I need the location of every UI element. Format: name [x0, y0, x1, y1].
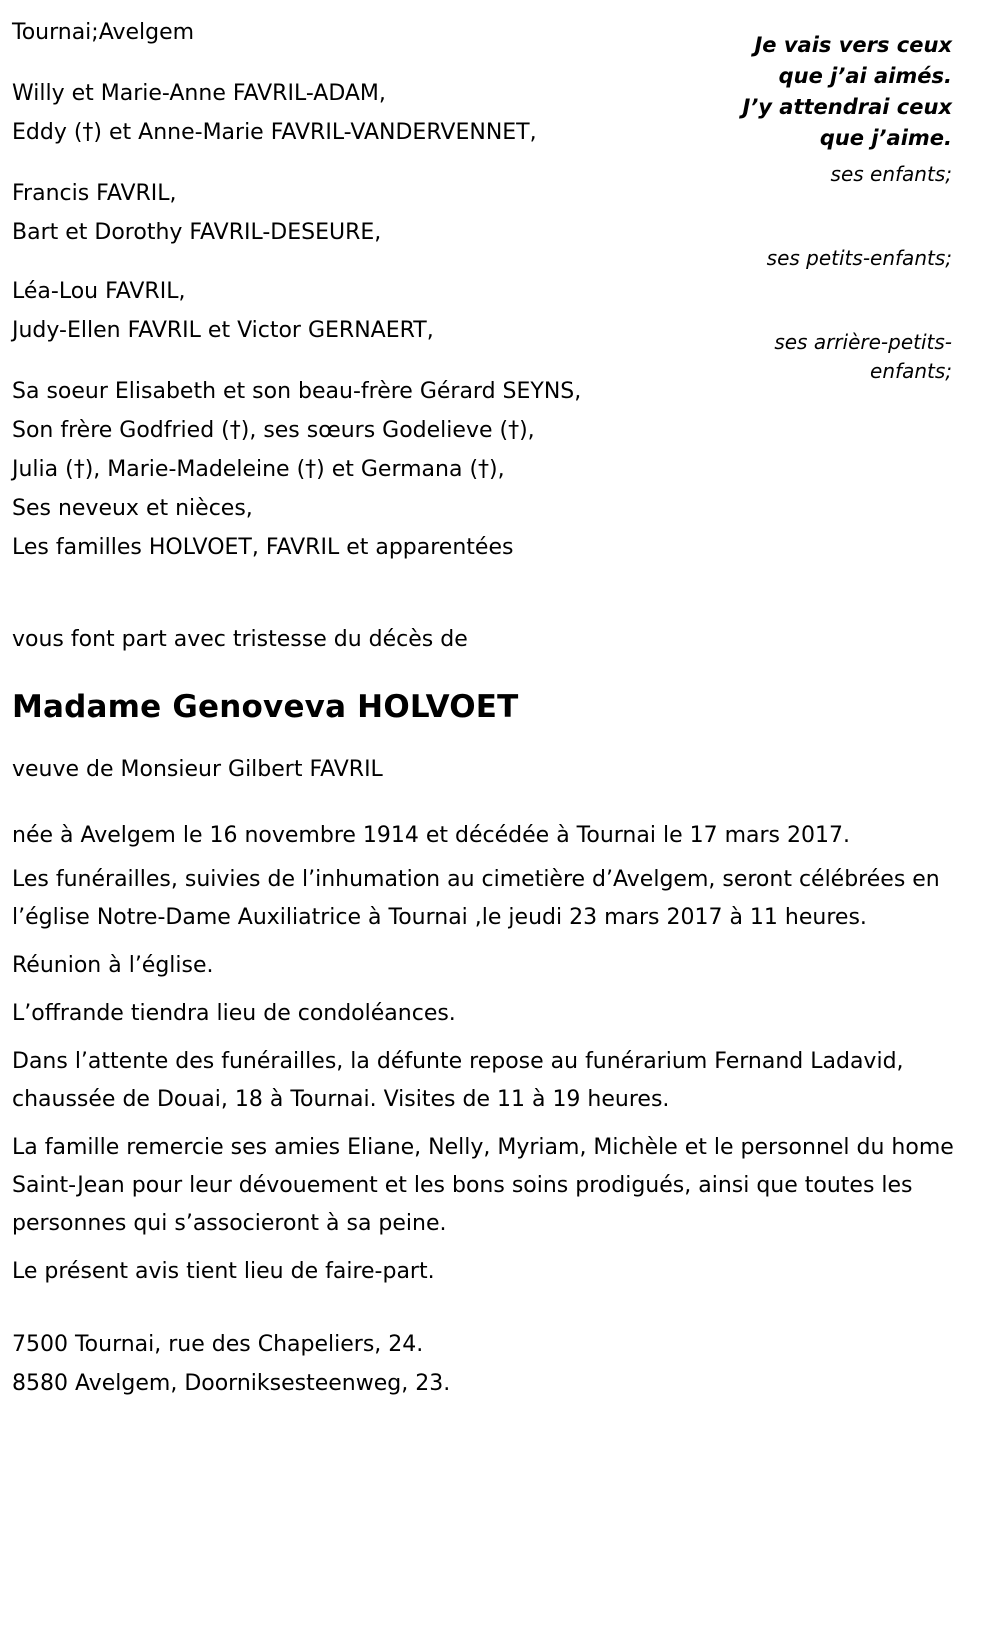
epitaph-line: que j’aime.	[819, 126, 952, 150]
family-line: Bart et Dorothy FAVRIL-DESEURE,	[12, 220, 382, 245]
deceased-name: Madame Genoveva HOLVOET	[12, 689, 519, 725]
address-line-avelgem: 8580 Avelgem, Doorniksesteenweg, 23.	[12, 1371, 451, 1396]
grandchildren-group	[12, 174, 700, 252]
announcement-intro: vous font part avec tristesse du décès de	[12, 627, 468, 652]
family-line: Sa soeur Elisabeth et son beau-frère Gérard SEYNS,	[12, 379, 582, 404]
family-column	[0, 14, 700, 567]
family-line: Willy et Marie-Anne FAVRIL-ADAM,	[12, 81, 386, 106]
family-line: Francis FAVRIL,	[12, 181, 177, 206]
family-line: Eddy (†) et Anne-Marie FAVRIL-VANDERVENNET,	[12, 120, 537, 145]
epitaph-line: J’y attendrai ceux	[742, 95, 952, 119]
family-line: Son frère Godfried (†), ses sœurs Godelieve (†),	[12, 418, 535, 443]
announcement-section	[0, 623, 1000, 1403]
epitaph-column	[652, 30, 952, 386]
top-section	[0, 0, 1000, 567]
locality-line: Tournai;Avelgem	[12, 20, 195, 45]
thanks-message: La famille remercie ses amies Eliane, Nelly, Myriam, Michèle et le personnel du home Saint-Jean pour leur dévouement et les bons soins prodigués, ainsi que toutes les personnes qui s’associeront à sa peine.	[12, 1135, 954, 1236]
funeral-details: Les funérailles, suivies de l’inhumation au cimetière d’Avelgem, seront célébrées en l’église Notre-Dame Auxiliatrice à Tournai ,le jeudi 23 mars 2017 à 11 heures.	[12, 867, 940, 930]
family-line: Judy-Ellen FAVRIL et Victor GERNAERT,	[12, 318, 434, 343]
gathering-details: Réunion à l’église.	[12, 953, 214, 978]
siblings-group	[12, 372, 700, 567]
great-grandchildren-group	[12, 272, 700, 350]
faire-part-notice: Le présent avis tient lieu de faire-part.	[12, 1259, 435, 1284]
children-group	[12, 74, 700, 152]
offering-details: L’offrande tiendra lieu de condoléances.	[12, 1001, 456, 1026]
epitaph-quote	[652, 30, 952, 154]
relation-grandchildren: ses petits-enfants;	[766, 246, 952, 270]
family-line: Julia (†), Marie-Madeleine (†) et Germana (†),	[12, 457, 505, 482]
relation-great-grandchildren	[652, 328, 952, 386]
relation-great-grandchildren-line1: ses arrière-petits-	[774, 330, 952, 354]
relation-great-grandchildren-line2: enfants;	[870, 359, 952, 383]
widow-of-line: veuve de Monsieur Gilbert FAVRIL	[12, 757, 383, 782]
family-line: Les familles HOLVOET, FAVRIL et apparentées	[12, 535, 514, 560]
birth-death-dates: née à Avelgem le 16 novembre 1914 et décédée à Tournai le 17 mars 2017.	[12, 823, 850, 848]
epitaph-line: que j’ai aimés.	[778, 64, 952, 88]
contact-addresses	[12, 1325, 986, 1403]
funerarium-details: Dans l’attente des funérailles, la défunte repose au funérarium Fernand Ladavid, chaussée de Douai, 18 à Tournai. Visites de 11 à 19 heures.	[12, 1049, 904, 1112]
epitaph-line: Je vais vers ceux	[754, 33, 952, 57]
family-line: Ses neveux et nièces,	[12, 496, 253, 521]
family-line: Léa-Lou FAVRIL,	[12, 279, 186, 304]
address-line-tournai: 7500 Tournai, rue des Chapeliers, 24.	[12, 1332, 424, 1357]
relation-children: ses enfants;	[830, 162, 952, 186]
